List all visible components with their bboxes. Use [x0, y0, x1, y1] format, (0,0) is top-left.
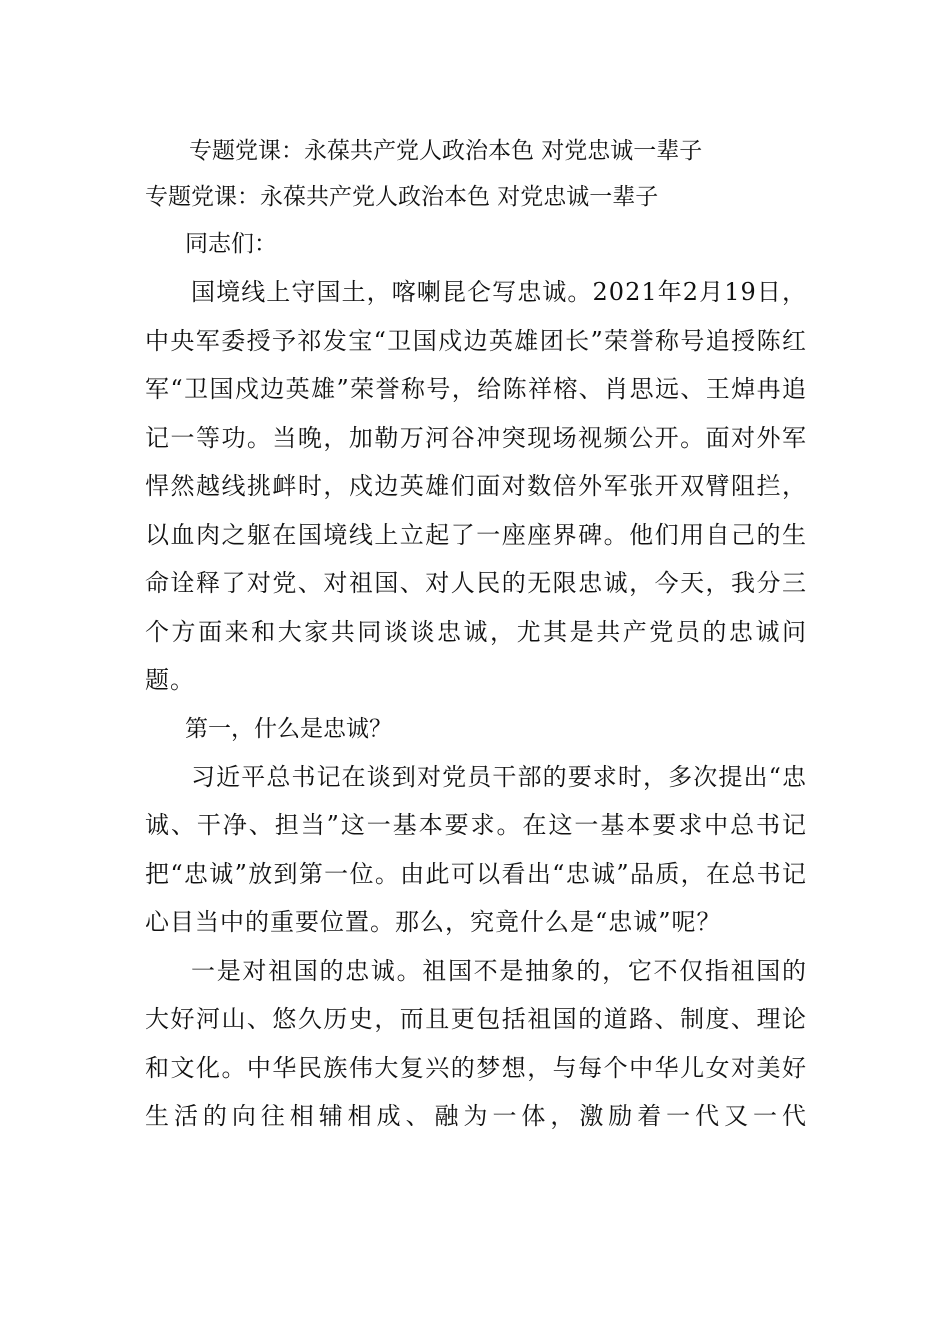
document-title: 专题党课：永葆共产党人政治本色 对党忠诚一辈子 — [189, 138, 703, 164]
document-body — [145, 128, 807, 1141]
section1-paragraph: 一是对祖国的忠诚。祖国不是抽象的，它不仅指祖国的大好河山、悠久历史，而且更包括祖国的道路、制度、理论和文化。中华民族伟大复兴的梦想，与每个中华儿女对美好生活的向往相辅相成、融为一体，激励着一代又一代 — [145, 956, 807, 1130]
section-heading-what-is-loyalty: 第一，什么是忠诚？ — [185, 715, 392, 742]
document-title-repeat: 专题党课：永葆共产党人政治本色 对党忠诚一辈子 — [145, 184, 659, 210]
greeting: 同志们： — [185, 231, 277, 257]
intro-paragraph: 国境线上守国土，喀喇昆仑写忠诚。2021年2月19日，中央军委授予祁发宝“卫国戍边英雄团长”荣誉称号追授陈红军“卫国戍边英雄”荣誉称号，给陈祥榕、肖思远、王焯冉追记一等功。当晚，加勒万河谷冲突现场视频公开。面对外军悍然越线挑衅时，戍边英雄们面对数倍外军张开双臂阻拦，以血肉之躯在国境线上立起了一座座界碑。他们用自己的生命诠释了对党、对祖国、对人民的无限忠诚，今天，我分三个方面来和大家共同谈谈忠诚，尤其是共产党员的忠诚问题。 — [145, 278, 807, 694]
section1-paragraph: 习近平总书记在谈到对党员干部的要求时，多次提出“忠诚、干净、担当”这一基本要求。在这一基本要求中总书记把“忠诚”放到第一位。由此可以看出“忠诚”品质，在总书记心目当中的重要位置。那么，究竟什么是“忠诚”呢？ — [145, 762, 807, 936]
